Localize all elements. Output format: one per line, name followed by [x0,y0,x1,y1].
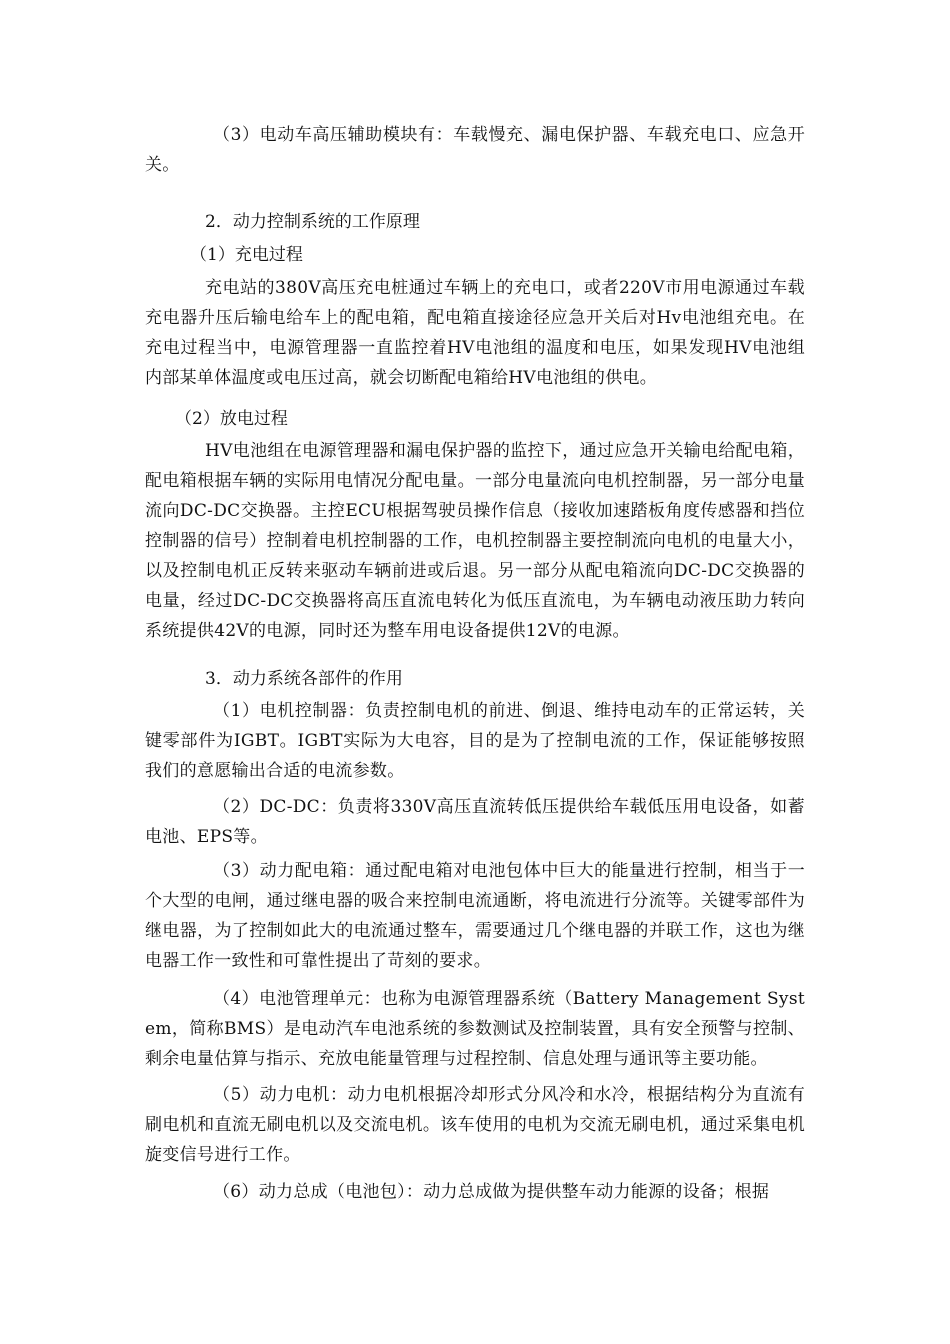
paragraph-power-assembly: （6）动力总成（电池包）：动力总成做为提供整车动力能源的设备；根据 [213,1182,770,1202]
section-heading-working-principle: 2．动力控制系统的工作原理 [205,212,420,232]
paragraph-power-distribution-box: （3）动力配电箱：通过配电箱对电池包体中巨大的能量进行控制，相当于一个大型的电闸，通过继电器的吸合来控制电流通断，将电流进行分流等。关键零部件为继电器，为了控制如此大的电流通过整车，需要通过几个继电器的并联工作，这也为继电器工作一致性和可靠性提出了苛刻的要求。 [145,861,805,971]
subheading-charging-process: （1）充电过程 [190,245,303,265]
paragraph-power-motor: （5）动力电机：动力电机根据冷却形式分风冷和水冷，根据结构分为直流有刷电机和直流无刷电机以及交流电机。该车使用的电机为交流无刷电机，通过采集电机旋变信号进行工作。 [145,1085,805,1165]
paragraph-discharging-process: HV电池组在电源管理器和漏电保护器的监控下，通过应急开关输电给配电箱，配电箱根据车辆的实际用电情况分配电量。一部分电量流向电机控制器，另一部分电量流向DC-DC交换器。主控ECU根据驾驶员操作信息（接收加速踏板角度传感器和挡位控制器的信号）控制着电机控制器的工作，电机控制器主要控制流向电机的电量大小，以及控制电机正反转来驱动车辆前进或后退。另一部分从配电箱流向DC-DC交换器的电量，经过DC-DC交换器将高压直流电转化为低压直流电，为车辆电动液压助力转向系统提供42V的电源，同时还为整车用电设备提供12V的电源。 [145,441,805,641]
paragraph-charging-process: 充电站的380V高压充电桩通过车辆上的充电口，或者220V市用电源通过车载充电器升压后输电给车上的配电箱，配电箱直接途径应急开关后对Hv电池组充电。在充电过程当中，电源管理器一直监控着HV电池组的温度和电压，如果发现HV电池组内部某单体温度或电压过高，就会切断配电箱给HV电池组的供电。 [145,278,805,388]
paragraph-dc-dc: （2）DC-DC：负责将330V高压直流转低压提供给车载低压用电设备，如蓄电池、EPS等。 [145,797,805,847]
subheading-discharging-process: （2）放电过程 [175,409,288,429]
paragraph-motor-controller: （1）电机控制器：负责控制电机的前进、倒退、维持电动车的正常运转，关键零部件为IGBT。IGBT实际为大电容，目的是为了控制电流的工作，保证能够按照我们的意愿输出合适的电流参数。 [145,701,805,781]
section-heading-component-functions: 3．动力系统各部件的作用 [205,669,403,689]
paragraph-hv-aux-modules: （3）电动车高压辅助模块有：车载慢充、漏电保护器、车载充电口、应急开关。 [145,125,805,175]
paragraph-battery-management-unit: （4）电池管理单元：也称为电源管理器系统（Battery Management System，简称BMS）是电动汽车电池系统的参数测试及控制装置，具有安全预警与控制、剩余电量估算与指示、充放电能量管理与过程控制、信息处理与通讯等主要功能。 [145,989,805,1069]
